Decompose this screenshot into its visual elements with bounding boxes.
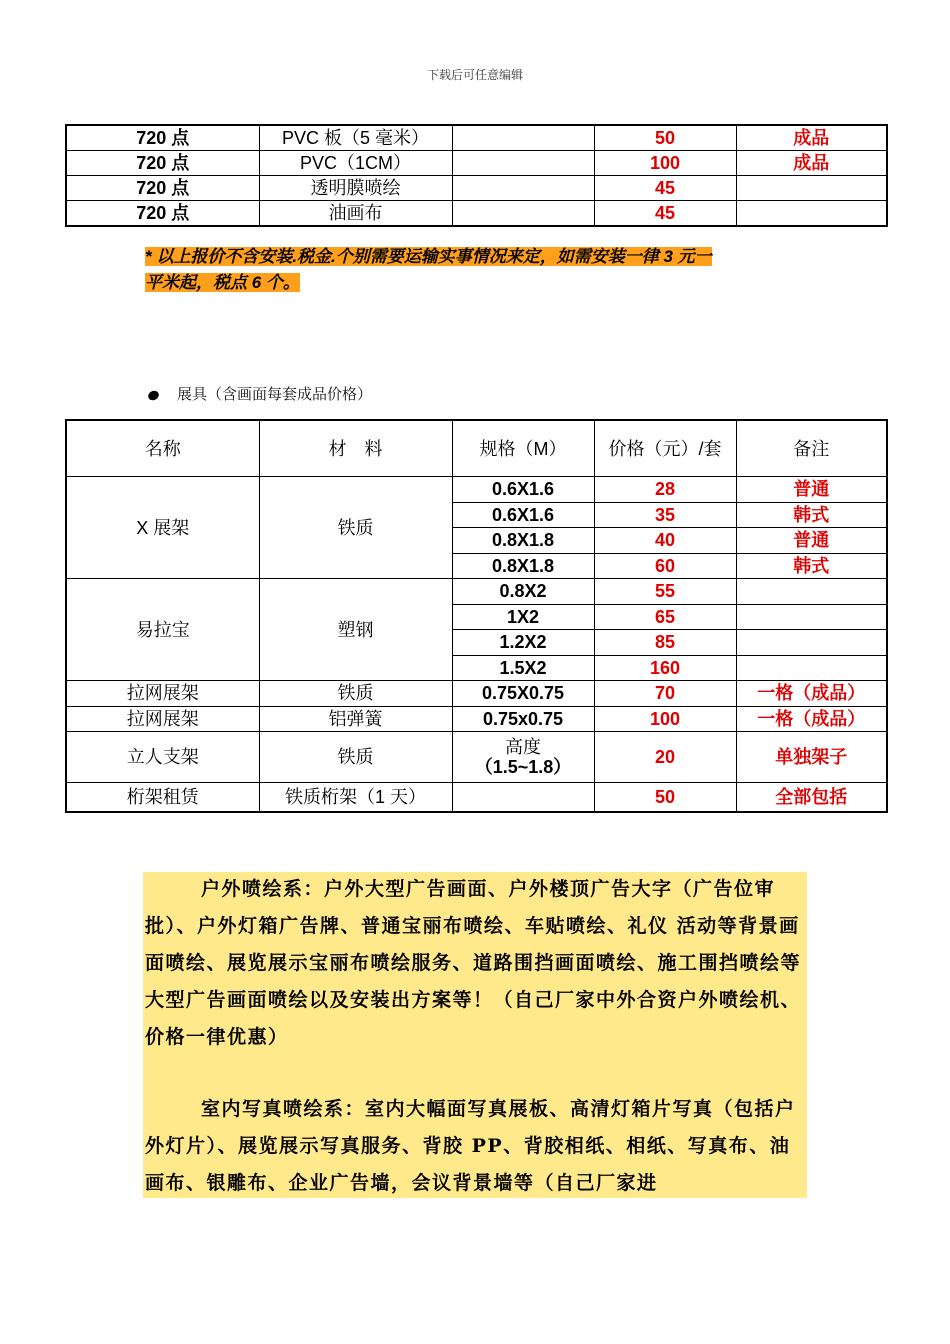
resolution-cell: 720 点	[66, 176, 259, 201]
price-cell: 45	[594, 201, 736, 227]
table-row	[66, 681, 887, 707]
resolution-cell: 720 点	[66, 201, 259, 227]
price-cell: 55	[594, 579, 736, 605]
remark-cell: 成品	[736, 125, 887, 151]
empty-cell	[452, 125, 594, 151]
spec-cell: 0.8X2	[452, 579, 594, 605]
table-row	[66, 201, 887, 227]
spec-cell: 1X2	[452, 604, 594, 630]
material-cell: 塑钢	[259, 579, 452, 681]
display-stand-table	[65, 419, 888, 813]
material-cell: 铁质	[259, 477, 452, 579]
product-name-cell: 桁架租赁	[66, 783, 259, 813]
price-cell: 50	[594, 783, 736, 813]
price-cell: 35	[594, 502, 736, 528]
remark-cell: 普通	[736, 528, 887, 554]
remark-cell	[736, 579, 887, 605]
remark-cell: 韩式	[736, 502, 887, 528]
product-name-cell: 立人支架	[66, 732, 259, 783]
spec-cell: 0.75X0.75	[452, 681, 594, 707]
price-cell: 40	[594, 528, 736, 554]
empty-cell	[452, 151, 594, 176]
remark-cell	[736, 604, 887, 630]
header-name: 名称	[66, 420, 259, 477]
remark-cell	[736, 201, 887, 227]
price-cell: 100	[594, 151, 736, 176]
header-note: 下载后可任意编辑	[426, 68, 523, 82]
section-heading	[148, 383, 372, 404]
outdoor-services-paragraph: 户外喷绘系：户外大型广告画面、户外楼顶广告大字（广告位审批）、户外灯箱广告牌、普通宝丽布喷绘、车贴喷绘、礼仪 活动等背景画面喷绘、展览展示宝丽布喷绘服务、道路围挡画面喷绘、施工围挡喷绘等大型广告画面喷绘以及安装出方案等！（自己厂家中外合资户外喷绘机、价格一律优惠）	[145, 878, 802, 1048]
price-cell: 28	[594, 477, 736, 503]
pricing-note-line2: 平米起，税点 6 个。	[145, 273, 300, 292]
table-row	[66, 176, 887, 201]
product-name-cell: 拉网展架	[66, 681, 259, 707]
product-name-cell: 拉网展架	[66, 706, 259, 732]
price-cell: 60	[594, 553, 736, 579]
section-heading-text: 展具（含画面每套成品价格）	[177, 385, 373, 403]
header-price: 价格（元）/套	[594, 420, 736, 477]
remark-cell: 一格（成品）	[736, 681, 887, 707]
price-cell: 160	[594, 655, 736, 681]
resolution-cell: 720 点	[66, 151, 259, 176]
material-cell: PVC 板（5 毫米）	[259, 125, 452, 151]
table-row	[66, 579, 887, 605]
price-cell: 70	[594, 681, 736, 707]
price-cell: 65	[594, 604, 736, 630]
spec-cell: 0.8X1.8	[452, 528, 594, 554]
material-cell: 铁质	[259, 732, 452, 783]
pricing-note-line1: * 以上报价不含安装.税金.个别需要运输实事情况来定，如需安装一律 3 元一	[145, 247, 712, 266]
product-name-cell: X 展架	[66, 477, 259, 579]
header-spec: 规格（M）	[452, 420, 594, 477]
top-price-table	[65, 124, 888, 227]
remark-cell: 普通	[736, 477, 887, 503]
price-cell: 20	[594, 732, 736, 783]
remark-cell: 成品	[736, 151, 887, 176]
remark-cell: 全部包括	[736, 783, 887, 813]
pricing-note	[145, 244, 810, 296]
spec-line: （1.5~1.8）	[474, 757, 572, 777]
product-name-cell: 易拉宝	[66, 579, 259, 681]
header-material: 材 料	[259, 420, 452, 477]
material-cell: 透明膜喷绘	[259, 176, 452, 201]
price-cell: 100	[594, 706, 736, 732]
spec-cell: 0.6X1.6	[452, 477, 594, 503]
table-row	[66, 783, 887, 813]
material-cell: 油画布	[259, 201, 452, 227]
indoor-services-paragraph: 室内写真喷绘系：室内大幅面写真展板、高清灯箱片写真（包括户外灯片）、展览展示写真服务、背胶 PP、背胶相纸、相纸、写真布、油画布、银雕布、企业广告墙，会议背景墙等（自己厂家进	[145, 1098, 796, 1194]
price-cell: 45	[594, 176, 736, 201]
spec-cell: 0.6X1.6	[452, 502, 594, 528]
remark-cell: 单独架子	[736, 732, 887, 783]
header-remark: 备注	[736, 420, 887, 477]
spec-cell	[452, 732, 594, 783]
spec-cell: 0.75x0.75	[452, 706, 594, 732]
table-row	[66, 151, 887, 176]
bullet-icon	[147, 389, 161, 402]
material-cell: PVC（1CM）	[259, 151, 452, 176]
price-cell: 50	[594, 125, 736, 151]
remark-cell	[736, 630, 887, 656]
material-cell: 铁质	[259, 681, 452, 707]
spec-cell	[452, 783, 594, 813]
material-cell: 铝弹簧	[259, 706, 452, 732]
empty-cell	[452, 201, 594, 227]
resolution-cell: 720 点	[66, 125, 259, 151]
price-cell: 85	[594, 630, 736, 656]
material-cell: 铁质桁架（1 天）	[259, 783, 452, 813]
table-row	[66, 732, 887, 783]
table-header-row	[66, 420, 887, 477]
table-row	[66, 477, 887, 503]
spec-cell: 1.2X2	[452, 630, 594, 656]
spec-line: 高度	[505, 737, 541, 757]
remark-cell	[736, 655, 887, 681]
table-row	[66, 125, 887, 151]
spec-cell: 0.8X1.8	[452, 553, 594, 579]
table-row	[66, 706, 887, 732]
spec-cell: 1.5X2	[452, 655, 594, 681]
empty-cell	[452, 176, 594, 201]
remark-cell	[736, 176, 887, 201]
remark-cell: 韩式	[736, 553, 887, 579]
remark-cell: 一格（成品）	[736, 706, 887, 732]
